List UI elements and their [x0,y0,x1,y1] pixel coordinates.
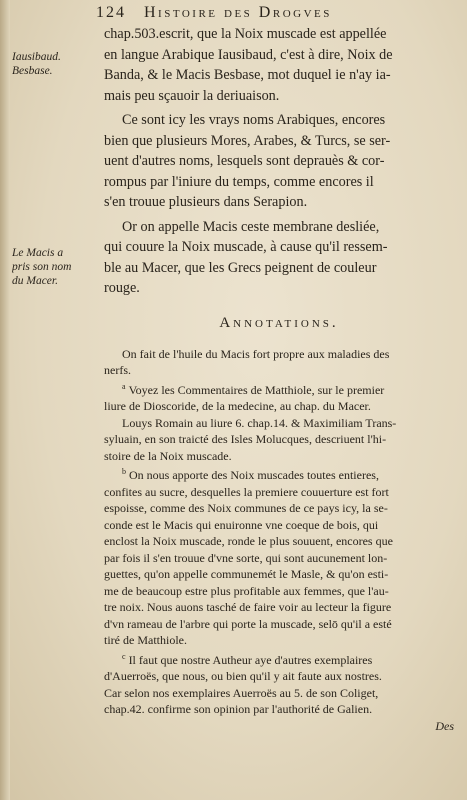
text-line: nerfs. [104,363,131,377]
margin-note-line: Le Macis a [12,247,64,259]
margin-note-names [12,50,94,78]
running-title: Histoire des Drogves [144,4,332,21]
body-paragraph [104,217,454,299]
text-line: tiré de Matthiole. [104,633,187,647]
text-line: Banda, & le Macis Besbase, mot duquel ie n'ay ia- [104,67,391,83]
running-header [96,4,456,26]
catchword: Des [435,718,454,733]
text-line: s'en trouue plusieurs dans Serapion. [104,194,308,210]
text-line: Or on appelle Macis ceste membrane desliée, [122,218,380,235]
annotations-block [104,346,454,718]
margin-note-macer [12,246,94,288]
text-line: liure de Dioscoride, de la medecine, au chap. du Macer. [104,399,371,413]
text-line: rouge. [104,280,140,296]
footnote-marker: b [122,467,126,476]
text-line: Il faut que nostre Autheur aye d'autres exemplaires [128,652,373,667]
text-line: tre noix. Nous auons tasché de faire voir au lecteur la figure [104,600,392,614]
body-paragraph [104,110,454,213]
text-line: guettes, qu'on appelle communemét le Masle, & qu'on esti- [104,567,389,581]
text-line: stoire de la Noix muscade. [104,448,232,463]
annotation-item [104,346,454,379]
annotation-item [104,464,454,649]
annotation-item [104,415,454,465]
text-line: Ce sont icy les vrays noms Arabiques, encores [122,112,386,128]
text-line: On fait de l'huile du Macis fort propre aux maladies des [122,346,390,361]
text-line: uent d'autres noms, lesquels sont deprauès & cor- [104,153,385,169]
text-line: en langue Arabique Iausibaud, c'est à dire, Noix de [104,46,393,63]
text-line: d'Auerroës, que nous, ou bien qu'il y ait faute aux nostres. [104,669,382,683]
body-paragraph [104,24,454,106]
text-line: espoisse, comme des Noix communes de ce pays icy, la se- [104,501,388,515]
margin-note-line: Besbase. [12,65,53,77]
text-line: Car selon nos exemplaires Auerroës au 5. de son Coliget, [104,685,379,700]
text-line: syluain, en son traicté des Isles Molucques, descriuent l'hi- [104,432,387,446]
annotation-item [104,379,454,415]
annotation-item [104,649,454,718]
annotation-line [104,649,454,669]
main-text-block [104,24,454,734]
footnote-marker: a [122,381,126,391]
margin-note-line: Iausibaud. [12,51,61,63]
text-line: Louys Romain au liure 6. chap.14. & Maximiliam Trans- [122,415,397,430]
page-gutter [0,0,10,800]
text-line: enclost la Noix muscade, ronde le plus souuent, encores que [104,534,393,548]
footnote-marker: c [122,651,126,661]
text-line: confites au sucre, desquelles la premiere couuerture est fort [104,484,389,499]
text-line: Voyez les Commentaires de Matthiole, sur le premier [128,382,385,397]
text-line: qui couure la Noix muscade, à cause qu'il ressem- [104,239,388,255]
annotation-line [104,379,454,399]
text-line: bien que plusieurs Mores, Arabes, & Turcs, se ser- [104,132,391,149]
annotation-line [104,464,454,484]
text-line: conde est le Macis qui enuironne vne coeque de bois, qui [104,517,379,532]
text-line: chap.503.escrit, que la Noix muscade est appellée [104,26,387,42]
text-line: rompus par l'iniure du temps, comme encores il [104,173,374,190]
text-line: On nous apporte des Noix muscades toutes entieres, [129,468,379,482]
text-line: chap.42. confirme son opinion par l'authorité de Galien. [104,702,373,716]
text-line: ble au Macer, que les Grecs peignent de couleur [104,259,377,276]
margin-note-line: pris son nom [12,261,72,273]
margin-note-line: du Macer. [12,275,58,287]
body-text [104,24,454,299]
text-line: me de beaucoup estre plus profitable aux femmes, que l'au- [104,583,389,598]
text-line: mais peu sçauoir la deriuaison. [104,87,280,104]
text-line: par fois il s'en trouue d'vne sorte, qui sont aucunement lon- [104,550,388,565]
page-number: 124 [96,4,126,21]
annotations-heading: Annotations. [219,314,339,331]
text-line: d'vn rameau de l'arbre qui porte la muscade, selō qu'il a esté [104,616,392,631]
